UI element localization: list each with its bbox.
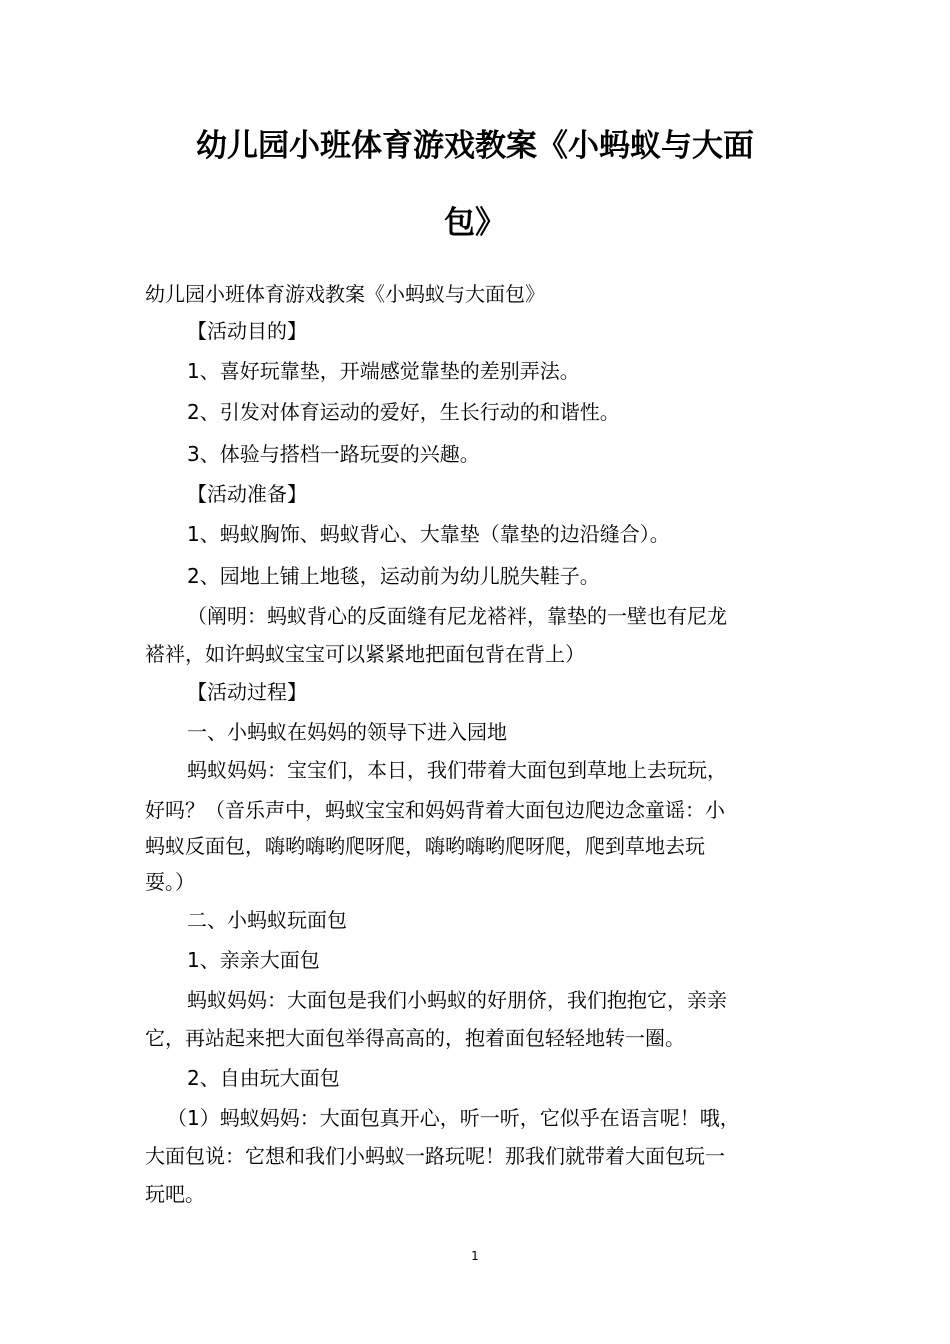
section-heading-process: 【活动过程】 <box>187 680 307 704</box>
process-step-1: 一、小蚂蚁在妈妈的领导下进入园地 <box>187 720 507 744</box>
paragraph-line: 它，再站起来把大面包举得高高的，抱着面包轻轻地转一圈。 <box>145 1026 685 1050</box>
section-heading-goals: 【活动目的】 <box>187 319 307 343</box>
goal-item-3: 3、体验与搭档一路玩耍的兴趣。 <box>187 442 480 466</box>
note-line-1: （阐明：蚂蚁背心的反面缝有尼龙褡袢，靠垫的一壁也有尼龙 <box>187 604 727 628</box>
sub-step-2: 2、自由玩大面包 <box>187 1066 340 1090</box>
sub-step-1: 1、亲亲大面包 <box>187 948 320 972</box>
subtitle-line: 幼儿园小班体育游戏教案《小蚂蚁与大面包》 <box>145 282 545 306</box>
page-number: 1 <box>471 1249 479 1263</box>
paragraph-line: 蚂蚁妈妈：大面包是我们小蚂蚁的好朋侪，我们抱抱它，亲亲 <box>187 988 727 1012</box>
document-title-line-1: 幼儿园小班体育游戏教案《小蚂蚁与大面 <box>196 128 754 164</box>
document-title-line-2: 包》 <box>444 205 506 241</box>
goal-item-1: 1、喜好玩靠垫，开端感觉靠垫的差别弄法。 <box>187 359 580 383</box>
note-line-2: 褡袢，如许蚂蚁宝宝可以紧紧地把面包背在背上） <box>145 642 585 666</box>
paragraph-line: 好吗？（音乐声中，蚂蚁宝宝和妈妈背着大面包边爬边念童谣：小 <box>145 798 725 822</box>
paragraph-line: 玩吧。 <box>145 1182 205 1206</box>
goal-item-2: 2、引发对体育运动的爱好，生长行动的和谐性。 <box>187 400 620 424</box>
section-heading-prep: 【活动准备】 <box>187 482 307 506</box>
paragraph-line: （1）蚂蚁妈妈：大面包真开心，听一听，它似乎在语言呢！哦， <box>167 1106 740 1130</box>
process-step-2: 二、小蚂蚁玩面包 <box>187 908 347 932</box>
paragraph-line: 大面包说：它想和我们小蚂蚁一路玩呢！那我们就带着大面包玩一 <box>145 1144 725 1168</box>
paragraph-line: 蚂蚁反面包，嗨哟嗨哟爬呀爬，嗨哟嗨哟爬呀爬，爬到草地去玩 <box>145 834 705 858</box>
prep-item-2: 2、园地上铺上地毯，运动前为幼儿脱失鞋子。 <box>187 564 600 588</box>
paragraph-line: 耍。） <box>145 870 195 894</box>
paragraph-line: 蚂蚁妈妈：宝宝们，本日，我们带着大面包到草地上去玩玩， <box>187 758 727 782</box>
prep-item-1: 1、蚂蚁胸饰、蚂蚁背心、大靠垫（靠垫的边沿缝合）。 <box>187 522 670 546</box>
